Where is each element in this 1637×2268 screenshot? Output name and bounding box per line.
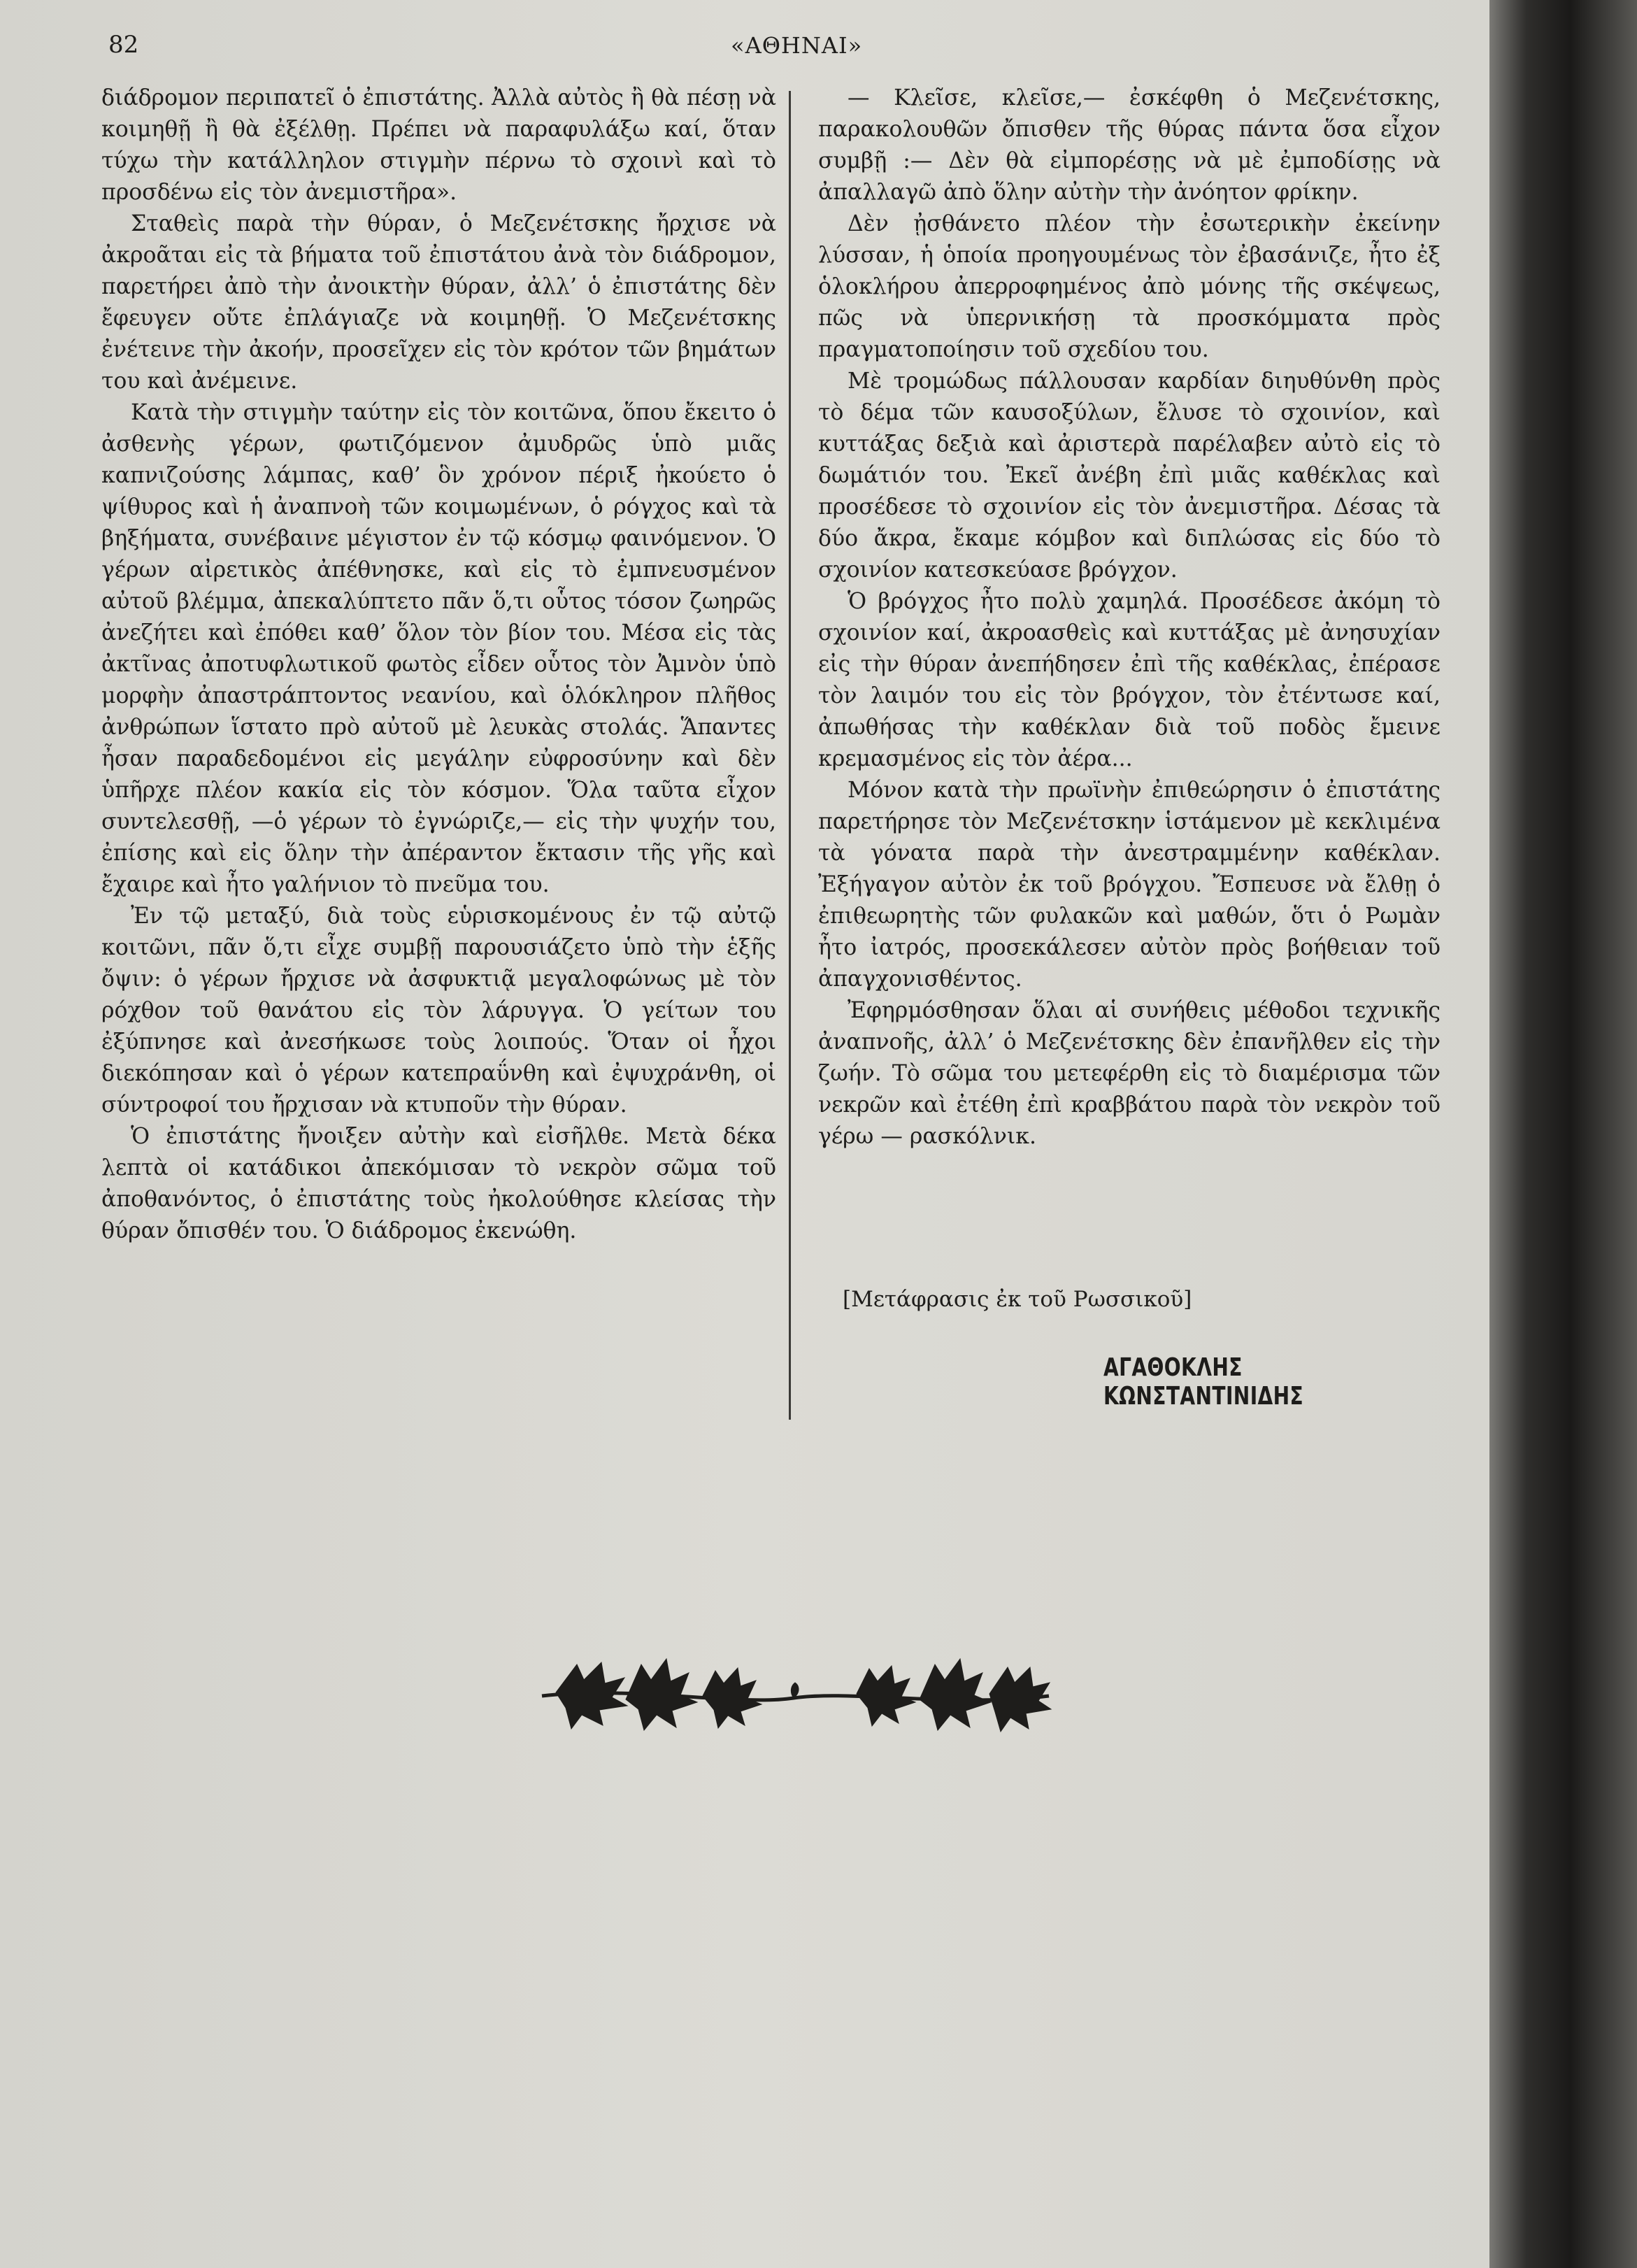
author-signature: ΑΓΑΘΟΚΛΗΣ ΚΩΝΣΤΑΝΤΙΝΙΔΗΣ bbox=[1103, 1353, 1304, 1411]
column-divider bbox=[789, 91, 791, 1420]
right-paragraph: Ἐφηρμόσθησαν ὅλαι αἱ συνήθεις μέθοδοι τεχνικῆς ἀναπνοῆς, ἀλλ’ ὁ Μεζενέτσκης δὲν ἐπανῆλθεν εἰς τὴν ζωήν. Τὸ σῶμα του μετεφέρθη εἰς τὸ διαμέρισμα τῶν νεκρῶν καὶ ἐτέθη ἐπὶ κραββάτου παρὰ τὸν νεκρὸν τοῦ γέρω — ρασκόλνικ. bbox=[818, 998, 1441, 1149]
right-paragraph: Δὲν ᾐσθάνετο πλέον τὴν ἐσωτερικὴν ἐκείνην λύσσαν, ἡ ὁποία προηγουμένως τὸν ἐβασάνιζε, ἦτο ἐξ ὁλοκλήρου ἀπερροφημένος ἀπὸ μόνης τῆς σκέψεως, πῶς νὰ ὑπερνικήσῃ τὰ προσκόμματα πρὸς πραγματοποίησιν τοῦ σχεδίου του. bbox=[818, 211, 1441, 362]
left-column bbox=[101, 83, 776, 1247]
right-paragraph: — Κλεῖσε, κλεῖσε,— ἐσκέφθη ὁ Μεζενέτσκης, παρακολουθῶν ὄπισθεν τῆς θύρας πάντα ὅσα εἶχον συμβῇ :— Δὲν θὰ εἰμπορέσῃς νὰ μὲ ἐμποδίσῃς νὰ ἀπαλλαγῶ ἀπὸ ὅλην αὐτὴν τὴν ἀνόητον φρίκην. bbox=[818, 85, 1441, 205]
right-column bbox=[818, 83, 1441, 1153]
right-paragraph: Μόνον κατὰ τὴν πρωϊνὴν ἐπιθεώρησιν ὁ ἐπιστάτης παρετήρησε τὸν Μεζενέτσκην ἱστάμενον μὲ κεκλιμένα τὰ γόνατα παρὰ τὴν ἀνεστραμμένην καθέκλαν. Ἐξήγαγον αὐτὸν ἐκ τοῦ βρόγχου. Ἔσπευσε νὰ ἔλθῃ ὁ ἐπιθεωρητὴς τῶν φυλακῶν καὶ μαθών, ὅτι ὁ Ρωμὰν ἦτο ἰατρός, προσεκάλεσεν αὐτὸν πρὸς βοήθειαν τοῦ ἀπαγχονισθέντος. bbox=[818, 778, 1441, 992]
right-paragraph: Μὲ τρομώδως πάλλουσαν καρδίαν διηυθύνθη πρὸς τὸ δέμα τῶν καυσοξύλων, ἔλυσε τὸ σχοινίον, καὶ κυττάξας δεξιὰ καὶ ἀριστερὰ παρέλαβεν αὐτὸ εἰς τὸ δωμάτιόν του. Ἐκεῖ ἀνέβη ἐπὶ μιᾶς καθέκλας καὶ προσέδεσε τὸ σχοινίον εἰς τὸν ἀνεμιστῆρα. Δέσας τὰ δύο ἄκρα, ἔκαμε κόμβον καὶ διπλώσας εἰς δύο τὸ σχοινίον κατεσκεύασε βρόγχον. bbox=[818, 369, 1441, 583]
publication-title: «ΑΘΗΝΑΙ» bbox=[731, 32, 863, 59]
left-paragraph: διάδρομον περιπατεῖ ὁ ἐπιστάτης. Ἀλλὰ αὐτὸς ἢ θὰ πέσῃ νὰ κοιμηθῇ ἢ θὰ ἐξέλθῃ. Πρέπει νὰ παραφυλάξω καί, ὅταν τύχω τὴν κατάλληλον στιγμὴν πέρνω τὸ σχοινὶ καὶ τὸ προσδένω εἰς τὸν ἀνεμιστῆρα». bbox=[101, 85, 776, 205]
left-paragraph: Ὁ ἐπιστάτης ἤνοιξεν αὐτὴν καὶ εἰσῆλθε. Μετὰ δέκα λεπτὰ οἱ κατάδικοι ἀπεκόμισαν τὸ νεκρὸν σῶμα τοῦ ἀποθανόντος, ὁ ἐπιστάτης τοὺς ἠκολούθησε κλείσας τὴν θύραν ὄπισθέν του. Ὁ διάδρομος ἐκενώθη. bbox=[101, 1124, 776, 1243]
binding-shadow bbox=[1489, 0, 1637, 2268]
left-paragraph: Ἐν τῷ μεταξύ, διὰ τοὺς εὑρισκομένους ἐν τῷ αὐτῷ κοιτῶνι, πᾶν ὅ,τι εἶχε συμβῇ παρουσιάζετο ὑπὸ τὴν ἑξῆς ὄψιν: ὁ γέρων ἤρχισε νὰ ἀσφυκτιᾷ μεγαλοφώνως μὲ τὸν ρόχθον τοῦ θανάτου εἰς τὸν λάρυγγα. Ὁ γείτων του ἐξύπνησε καὶ ἀνεσήκωσε τοὺς λοιπούς. Ὅταν οἱ ἦχοι διεκόπησαν καὶ ὁ γέρων κατεπραΰνθη καὶ ἐψυχράνθη, οἱ σύντροφοί του ἤρχισαν νὰ κτυποῦν τὴν θύραν. bbox=[101, 904, 776, 1118]
translation-note: [Μετάφρασις ἐκ τοῦ Ρωσσικοῦ] bbox=[843, 1287, 1192, 1312]
ivy-vine-ornament-icon bbox=[528, 1629, 1059, 1748]
page-number: 82 bbox=[108, 31, 139, 59]
left-paragraph: Σταθεὶς παρὰ τὴν θύραν, ὁ Μεζενέτσκης ἤρχισε νὰ ἀκροᾶται εἰς τὰ βήματα τοῦ ἐπιστάτου ἀνὰ τὸν διάδρομον, παρετήρει ἀπὸ τὴν ἀνοικτὴν θύραν, ἀλλ’ ὁ ἐπιστάτης δὲν ἔφευγεν οὔτε ἐπλάγιαζε νὰ κοιμηθῇ. Ὁ Μεζενέτσκης ἐνέτεινε τὴν ἀκοήν, προσεῖχεν εἰς τὸν κρότον τῶν βημάτων του καὶ ἀνέμεινε. bbox=[101, 211, 776, 394]
right-paragraph: Ὁ βρόγχος ἦτο πολὺ χαμηλά. Προσέδεσε ἀκόμη τὸ σχοινίον καί, ἀκροασθεὶς καὶ κυττάξας μὲ ἀνησυχίαν εἰς τὴν θύραν ἀνεπήδησεν ἐπὶ τῆς καθέκλας, ἐπέρασε τὸν λαιμόν του εἰς τὸν βρόγχον, τὸν ἐτέντωσε καί, ἀπωθήσας τὴν καθέκλαν διὰ τοῦ ποδὸς ἔμεινε κρεμασμένος εἰς τὸν ἀέρα... bbox=[818, 589, 1441, 771]
left-paragraph: Κατὰ τὴν στιγμὴν ταύτην εἰς τὸν κοιτῶνα, ὅπου ἔκειτο ὁ ἀσθενὴς γέρων, φωτιζόμενον ἀμυδρῶς ὑπὸ μιᾶς καπνιζούσης λάμπας, καθ’ ὃν χρόνον πέριξ ἠκούετο ὁ ψίθυρος καὶ ἡ ἀναπνοὴ τῶν κοιμωμένων, ὁ ρόγχος καὶ τὰ βηξήματα, συνέβαινε μέγιστον ἐν τῷ κόσμῳ φαινόμενον. Ὁ γέρων αἰρετικὸς ἀπέθνησκε, καὶ εἰς τὸ ἐμπνευσμένον αὐτοῦ βλέμμα, ἀπεκαλύπτετο πᾶν ὅ,τι οὗτος τόσον ζωηρῶς ἀνεζήτει καὶ ἐπόθει καθ’ ὅλον τὸν βίον του. Μέσα εἰς τὰς ἀκτῖνας ἀποτυφλωτικοῦ φωτὸς εἶδεν οὗτος τὸν Ἀμνὸν ὑπὸ μορφὴν ἀπαστράπτοντος νεανίου, καὶ ὁλόκληρον πλῆθος ἀνθρώπων ἵστατο πρὸ αὐτοῦ μὲ λευκὰς στολάς. Ἅπαντες ἦσαν παραδεδομένοι εἰς μεγάλην εὐφροσύνην καὶ δὲν ὑπῆρχε πλέον κακία εἰς τὸν κόσμον. Ὅλα ταῦτα εἶχον συντελεσθῇ, —ὁ γέρων τὸ ἐγνώριζε,— εἰς τὴν ψυχήν του, ἐπίσης καὶ εἰς ὅλην τὴν ἀπέραντον ἔκτασιν τῆς γῆς καὶ ἔχαιρε καὶ ἦτο γαλήνιον τὸ πνεῦμα του. bbox=[101, 400, 776, 897]
